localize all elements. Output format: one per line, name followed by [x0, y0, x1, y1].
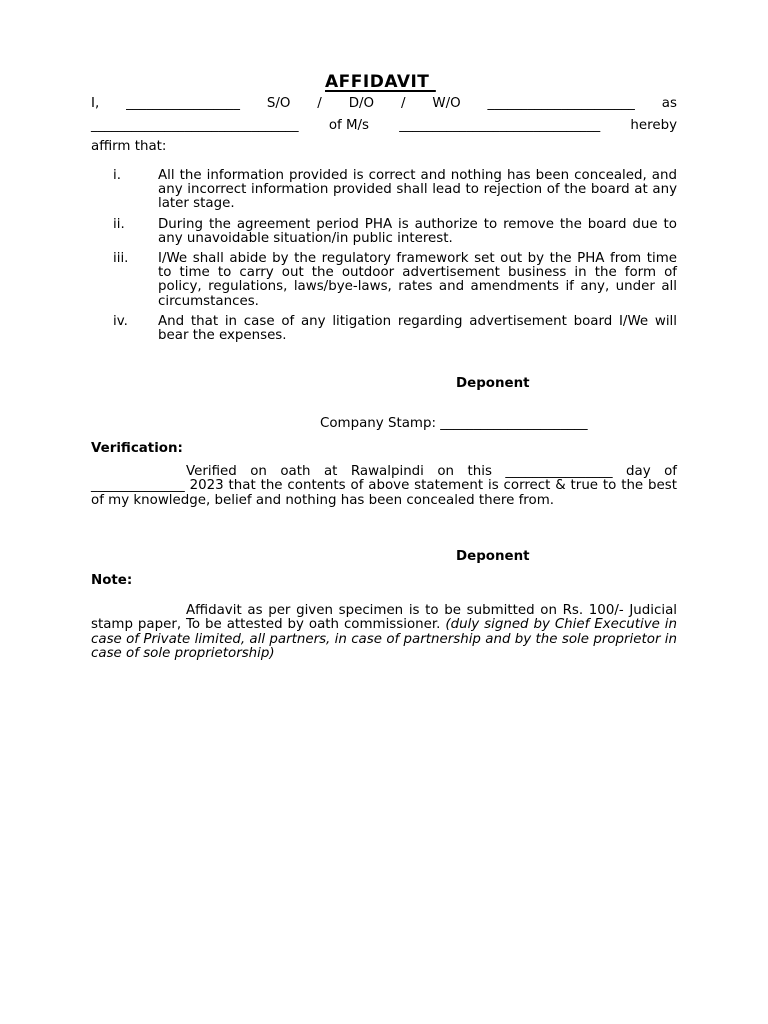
wo-label: W/O	[432, 96, 461, 111]
list-item	[91, 252, 677, 309]
document-title: AFFIDAVIT	[325, 72, 436, 92]
note-paragraph	[91, 604, 677, 662]
list-item-number: iii.	[113, 251, 129, 267]
name-blank: _________________	[126, 96, 240, 111]
company-line	[91, 118, 677, 134]
list-item-text: I/We shall abide by the regulatory framework set out by the PHA from time to time to carry out the outdoor advertisement business in the form of policy, regulations, laws/bye-laws, rates and amendments if any, under all circumstances.	[158, 251, 677, 309]
designation-blank: _______________________________	[91, 118, 299, 133]
note-text: Affidavit as per given specimen is to be submitted on Rs. 100/- Judicial stamp paper, To be attested by oath commissioner.	[91, 603, 677, 633]
note-italic-text: (duly signed by Chief Executive in case of Private limited, all partners, in case of partnership and by the sole proprietor in case of sole proprietorship)	[91, 617, 677, 662]
so-label: S/O	[266, 96, 291, 111]
list-item-number: iv.	[113, 313, 128, 329]
as-label: as	[661, 96, 677, 111]
verification-text: Verified on oath at Rawalpindi on this ________________ day of ______________ 2023 that the contents of above statement is correct & true to the best of my knowledge, belief and nothing has been concealed there from.	[91, 464, 677, 508]
list-item	[91, 169, 677, 212]
affirm-line: affirm that:	[91, 139, 167, 154]
company-stamp-line: Company Stamp: ______________________	[320, 416, 588, 431]
list-item-text: All the information provided is correct and nothing has been concealed, and any incorrect information provided shall lead to rejection of the board at any later stage.	[158, 168, 677, 212]
list-item-number: i.	[113, 168, 121, 183]
do-label: D/O	[348, 96, 375, 111]
list-item-text: During the agreement period PHA is authorize to remove the board due to any unavoidable situation/in public interest.	[158, 216, 677, 246]
list-item	[91, 315, 677, 343]
verification-heading: Verification:	[91, 441, 183, 456]
of-ms-label: of M/s	[328, 118, 370, 133]
parent-name-blank: ______________________	[487, 96, 635, 111]
affirmation-list	[91, 169, 677, 349]
list-item-number: ii.	[113, 216, 125, 232]
list-item-text: And that in case of any litigation regarding advertisement board I/We will bear the expenses.	[158, 313, 677, 344]
identity-line	[91, 96, 677, 112]
note-heading: Note:	[91, 573, 133, 588]
deponent-label: Deponent	[456, 376, 530, 391]
pronoun-i: I,	[91, 96, 100, 111]
slash-separator-1: /	[317, 96, 322, 111]
deponent-label: Deponent	[456, 549, 530, 564]
hereby-label: hereby	[630, 118, 677, 133]
list-item	[91, 218, 677, 246]
company-blank: ______________________________	[399, 118, 601, 133]
slash-separator-2: /	[400, 96, 406, 111]
